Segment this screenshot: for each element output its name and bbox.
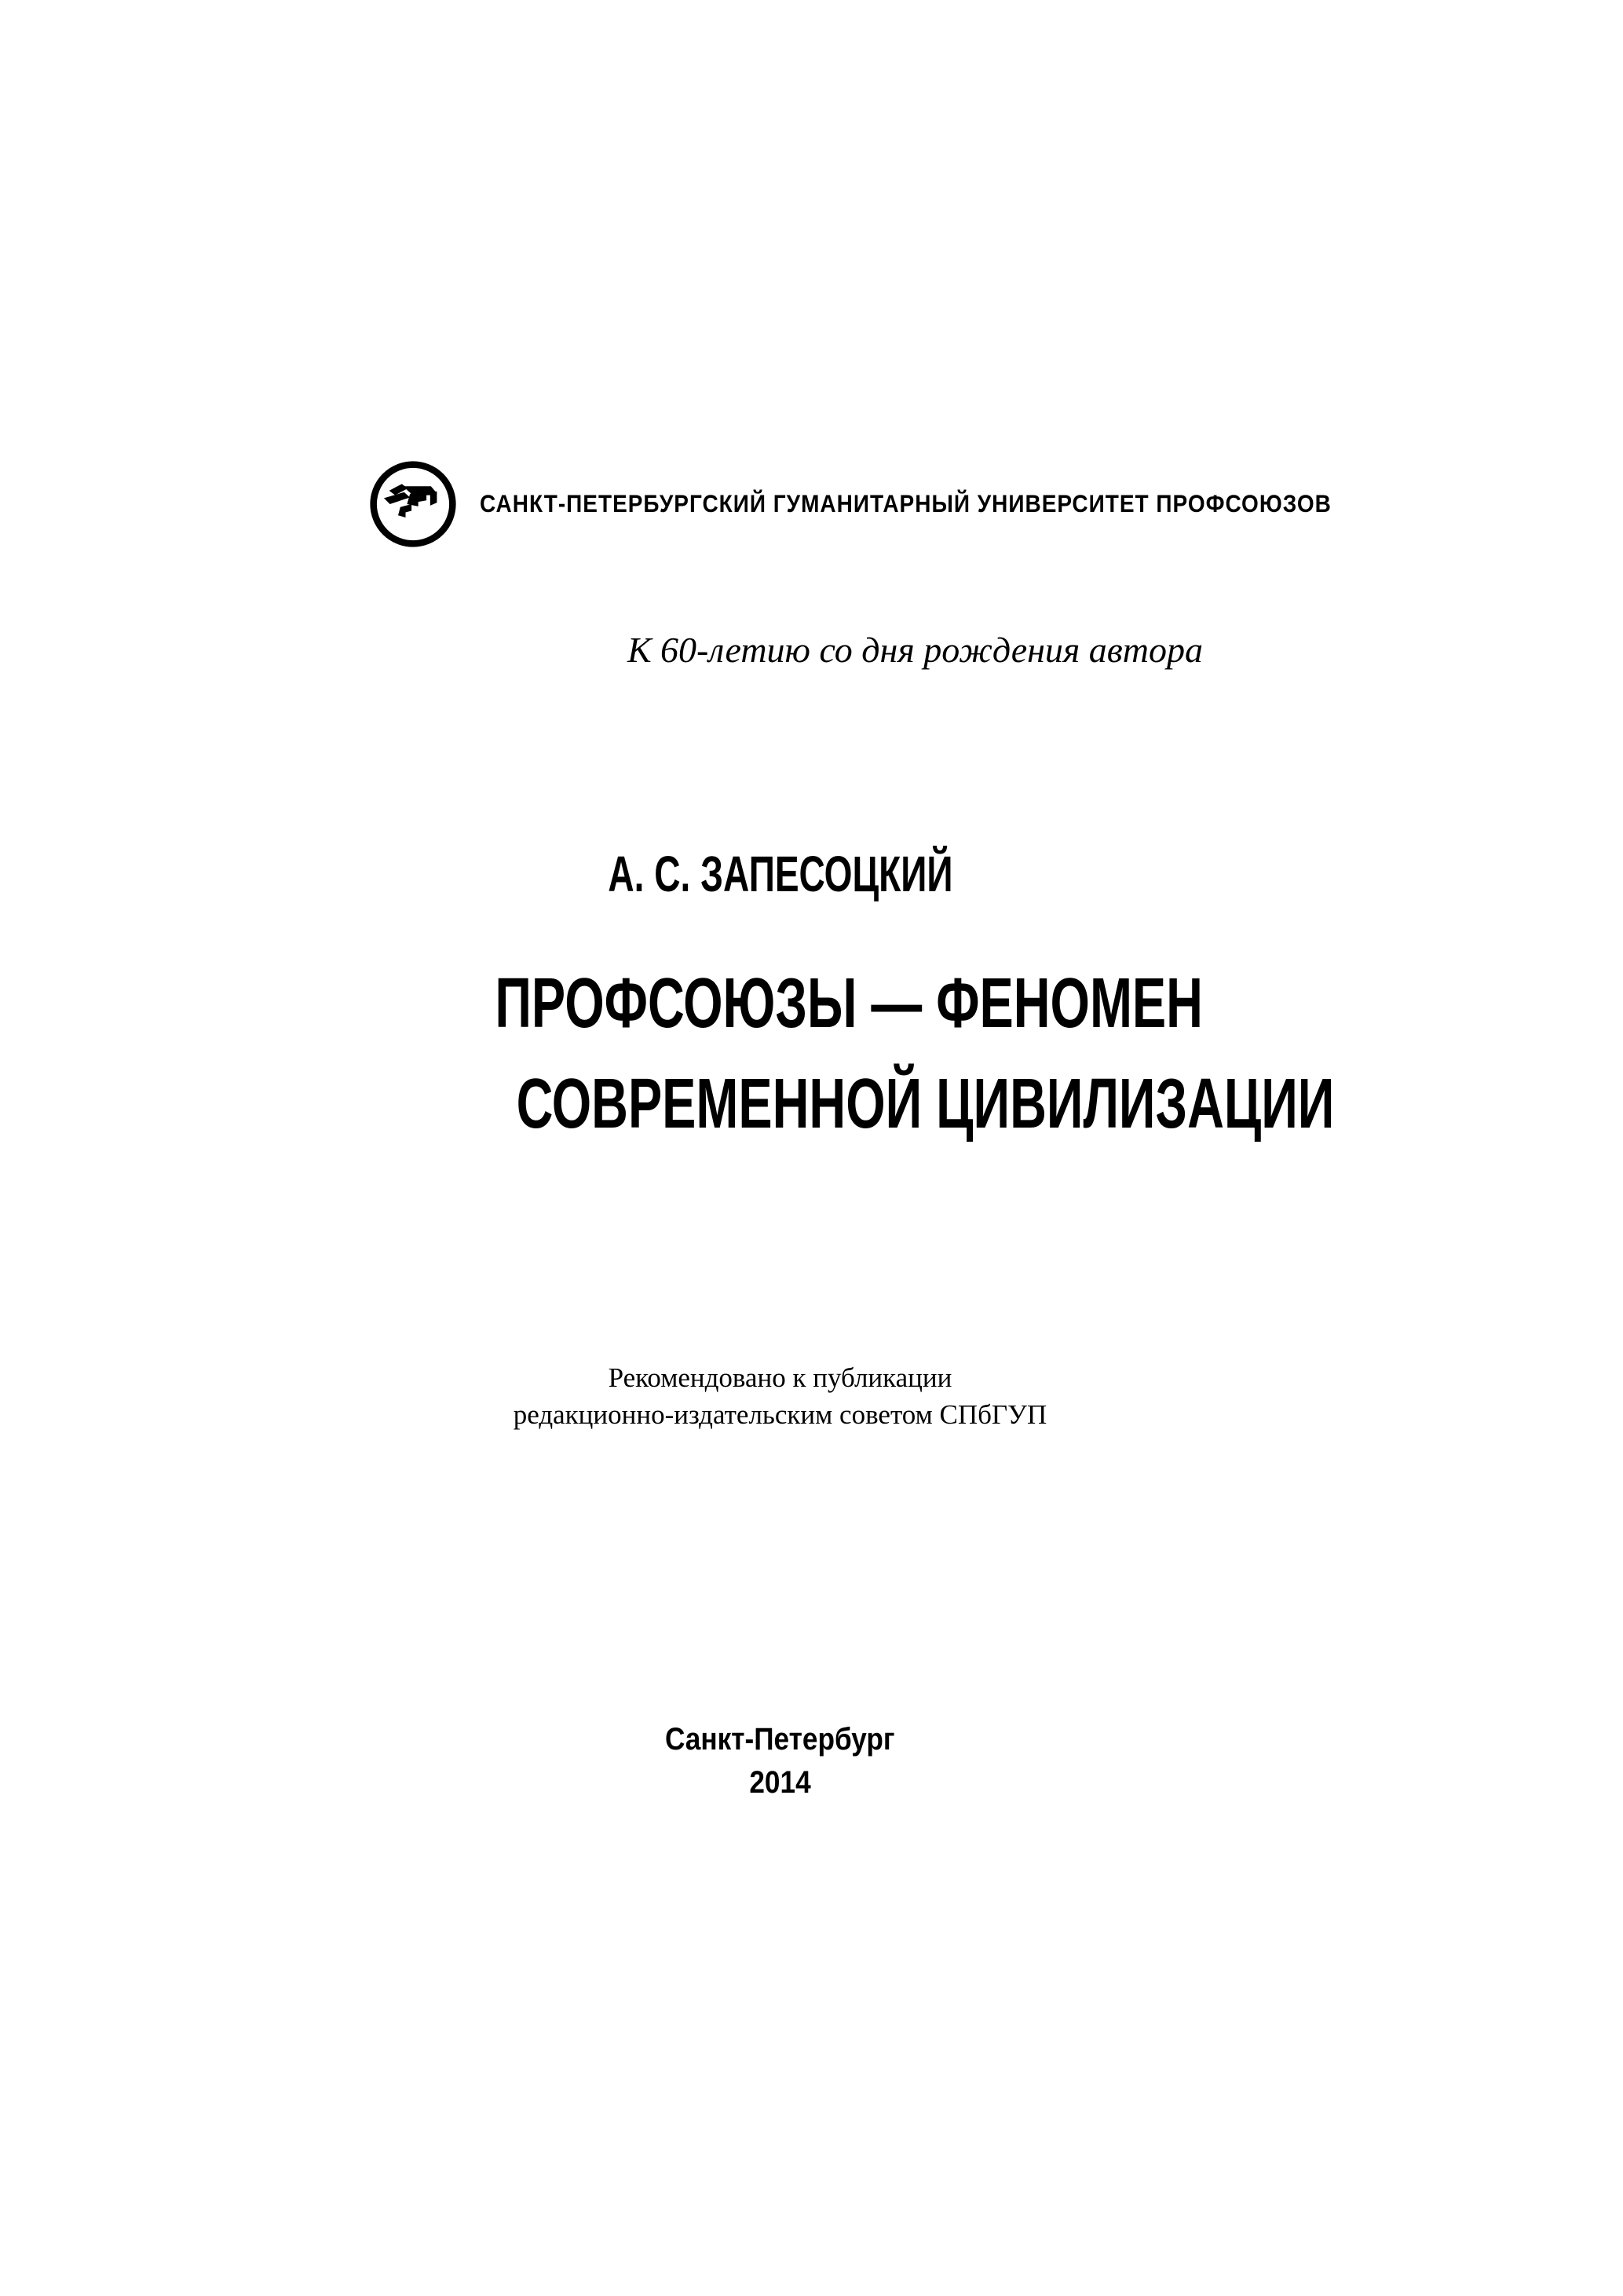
book-title bbox=[357, 963, 1335, 1164]
imprint-city-row bbox=[357, 1721, 1203, 1764]
author-line bbox=[357, 845, 1203, 903]
imprint-city: Санкт-Петербург bbox=[665, 1722, 895, 1757]
book-title-row-2 bbox=[357, 1064, 1335, 1164]
university-emblem-icon bbox=[368, 459, 458, 549]
university-header bbox=[357, 459, 1332, 549]
approval-line-2: редакционно-издательским советом СПбГУП bbox=[513, 1399, 1047, 1430]
university-name: САНКТ-ПЕТЕРБУРГСКИЙ ГУМАНИТАРНЫЙ УНИВЕРСИТЕТ ПРОФСОЮЗОВ bbox=[480, 490, 1332, 517]
author-name: А. С. ЗАПЕСОЦКИЙ bbox=[607, 846, 953, 902]
imprint-year-row bbox=[357, 1764, 1203, 1808]
approval-note bbox=[357, 1359, 1203, 1433]
imprint bbox=[357, 1721, 1203, 1808]
book-title-line-1: ПРОФСОЮЗЫ — ФЕНОМЕН bbox=[495, 964, 1203, 1043]
imprint-year: 2014 bbox=[749, 1765, 811, 1800]
book-title-line-2: СОВРЕМЕННОЙ ЦИВИЛИЗАЦИИ bbox=[516, 1065, 1335, 1143]
dedication-text: К 60-летию со дня рождения автора bbox=[627, 630, 1203, 670]
book-title-row-1 bbox=[357, 963, 1203, 1064]
approval-line-1: Рекомендовано к публикации bbox=[608, 1362, 952, 1393]
